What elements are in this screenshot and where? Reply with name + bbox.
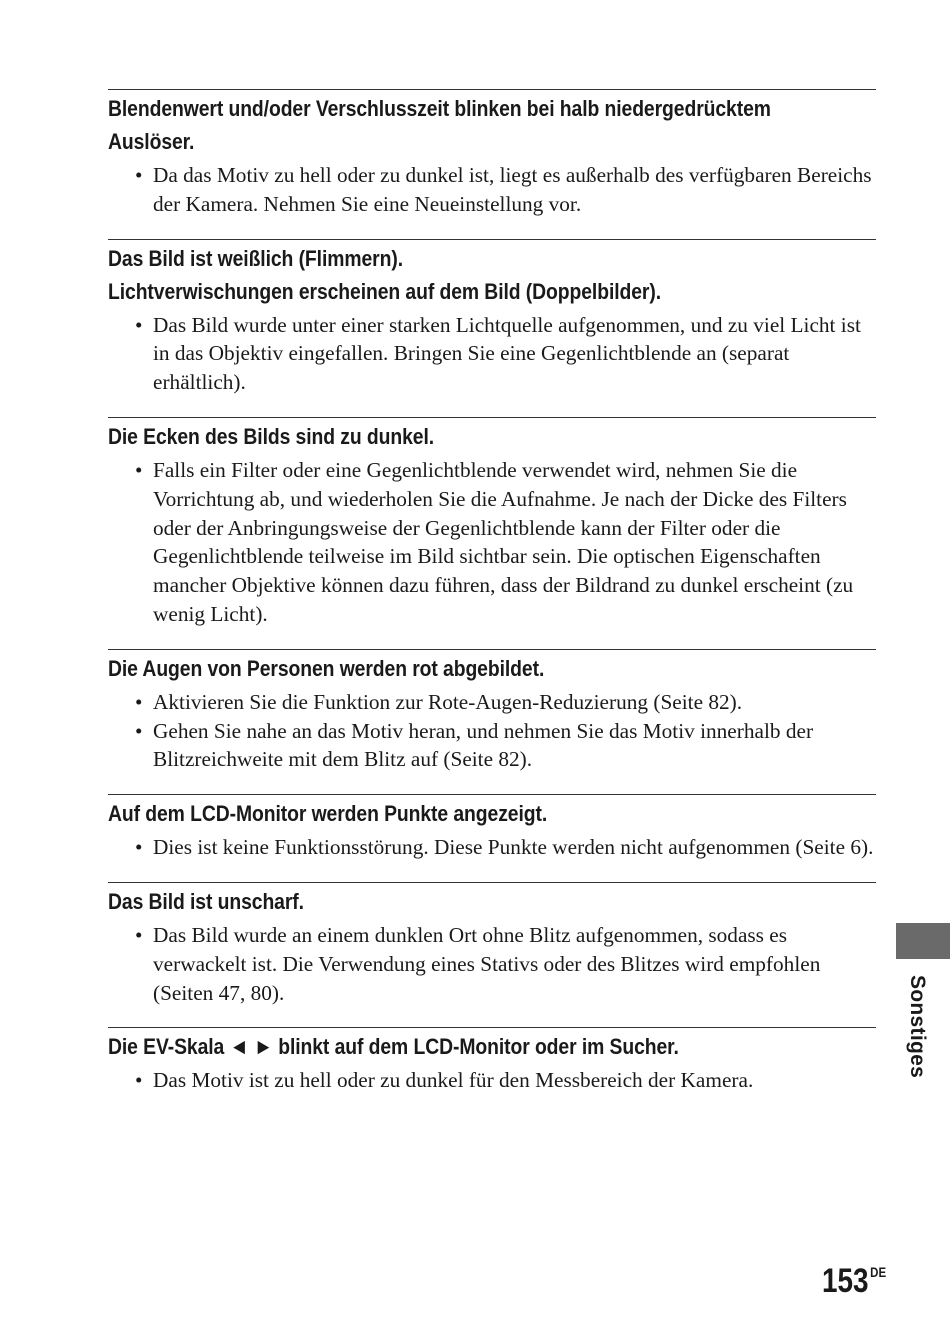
- section-ev-scale-blinking: [108, 1027, 876, 1095]
- list-item: [108, 161, 876, 219]
- heading-line: Die EV-Skala ◄ ► blinkt auf dem LCD-Monitor oder im Sucher.: [108, 1034, 679, 1060]
- page-language-code: DE: [870, 1264, 887, 1280]
- section-heading: [108, 797, 874, 830]
- heading-line: Das Bild ist weißlich (Flimmern).: [108, 245, 403, 271]
- page-number-value: 153: [822, 1262, 869, 1300]
- list-item-text: Das Motiv ist zu hell oder zu dunkel für den Messbereich der Kamera.: [153, 1068, 754, 1093]
- bullet-icon: •: [135, 163, 143, 187]
- section-heading: [108, 242, 874, 308]
- heading-line: Das Bild ist unscharf.: [108, 888, 304, 914]
- section-heading: [108, 885, 874, 918]
- bullet-icon: •: [135, 718, 143, 743]
- heading-line: Lichtverwischungen erscheinen auf dem Bild (Doppelbilder).: [108, 278, 662, 304]
- section-lcd-dots: [108, 794, 876, 882]
- list-item: [108, 717, 876, 775]
- bullet-list: [108, 921, 876, 1007]
- section-tab-marker: [896, 923, 950, 959]
- list-item: [108, 688, 876, 717]
- bullet-list: [108, 161, 876, 219]
- list-item: [108, 456, 876, 629]
- heading-line: Die Ecken des Bilds sind zu dunkel.: [108, 423, 435, 449]
- bullet-icon: •: [135, 457, 143, 482]
- bullet-list: [108, 456, 876, 629]
- section-heading: [108, 1030, 874, 1063]
- heading-line: Die Augen von Personen werden rot abgebildet.: [108, 655, 545, 681]
- bullet-icon: •: [135, 1068, 143, 1093]
- page-number: [822, 1262, 886, 1301]
- bullet-list: [108, 311, 876, 397]
- troubleshooting-content: [108, 89, 876, 1095]
- list-item-text: Das Bild wurde an einem dunklen Ort ohne Blitz aufgenommen, sodass es verwackelt ist. Die Verwendung eines Stativs oder des Blitzes wird empfohlen (Seiten 47, 80).: [153, 922, 821, 1005]
- section-tab-label: Sonstiges: [906, 975, 929, 1079]
- list-item: [108, 1066, 876, 1095]
- section-red-eye: [108, 649, 876, 794]
- bullet-list: [108, 688, 876, 774]
- bullet-icon: •: [135, 922, 143, 947]
- list-item-text: Gehen Sie nahe an das Motiv heran, und nehmen Sie das Motiv innerhalb der Blitzreichweite mit dem Blitz auf (Seite 82).: [153, 718, 814, 772]
- heading-line: Blendenwert und/oder Verschlusszeit blinken bei halb niedergedrücktem: [108, 96, 771, 121]
- section-aperture-shutter-blinking: [108, 89, 876, 239]
- section-heading: [108, 652, 874, 685]
- bullet-icon: •: [135, 312, 143, 337]
- list-item-text: Falls ein Filter oder eine Gegenlichtblende verwendet wird, nehmen Sie die Vorrichtung ab, und wiederholen Sie die Aufnahme. Je nach der Dicke des Filters oder der Anbringungsweise der Gegenlichtblende kann der Filter oder die Gegenlichtblende teilweise im Bild sichtbar sein. Die optischen Eigenschaften mancher Objektive können dazu führen, dass der Bildrand zu dunkel erscheint (zu wenig Licht).: [153, 457, 854, 626]
- list-item-text: Dies ist keine Funktionsstörung. Diese Punkte werden nicht aufgenommen (Seite 6).: [153, 835, 874, 860]
- bullet-icon: •: [135, 689, 143, 714]
- bullet-list: [108, 833, 876, 862]
- list-item-text: Da das Motiv zu hell oder zu dunkel ist, liegt es außerhalb des verfügbaren Bereichs der Kamera. Nehmen Sie eine Neueinstellung vor.: [153, 163, 872, 216]
- list-item: [108, 921, 876, 1007]
- section-blurry-image: [108, 882, 876, 1027]
- section-heading: [108, 92, 874, 158]
- section-image-whitish: [108, 239, 876, 417]
- section-heading: [108, 420, 874, 453]
- list-item: [108, 311, 876, 397]
- section-dark-corners: [108, 417, 876, 649]
- list-item-text: Das Bild wurde unter einer starken Lichtquelle aufgenommen, und zu viel Licht ist in das Objektiv eingefallen. Bringen Sie eine Gegenlichtblende an (separat erhältlich).: [153, 312, 861, 395]
- list-item: [108, 833, 876, 862]
- heading-line: Auslöser.: [108, 129, 195, 154]
- bullet-icon: •: [135, 835, 143, 860]
- list-item-text: Aktivieren Sie die Funktion zur Rote-Augen-Reduzierung (Seite 82).: [153, 689, 743, 714]
- bullet-list: [108, 1066, 876, 1095]
- heading-line: Auf dem LCD-Monitor werden Punkte angezeigt.: [108, 801, 548, 827]
